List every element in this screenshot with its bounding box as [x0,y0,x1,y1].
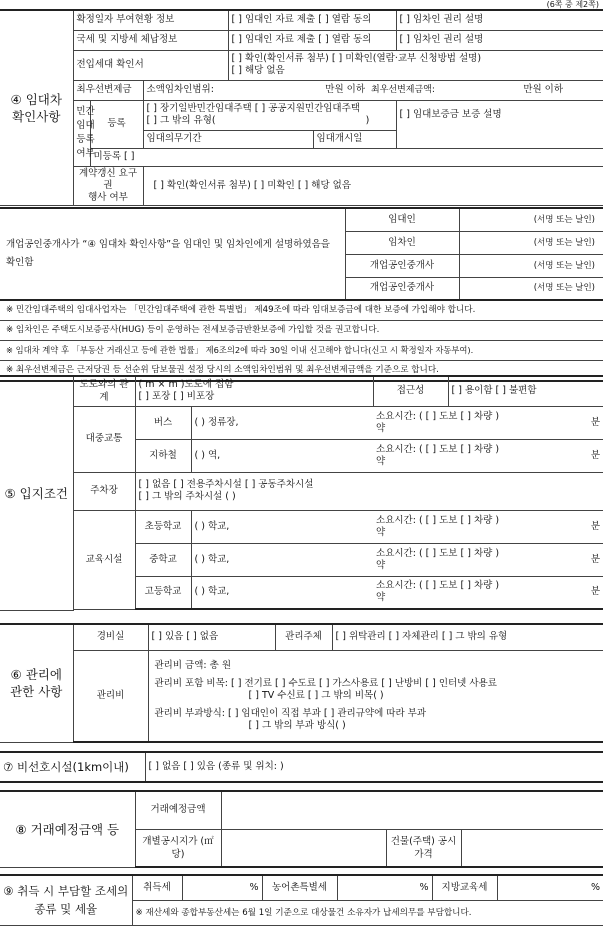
expected-price-label: 거래예정금액 [135,791,221,829]
signature-table [0,207,603,382]
parking-options[interactable] [135,472,603,510]
deposit-guarantee-explain[interactable]: [ ] 임대보증금 보증 설명 [396,100,603,148]
fixed-date-options[interactable]: [ ] 임대인 자료 제출 [ ] 열람 동의 [228,10,396,30]
building-price-value[interactable] [461,829,603,867]
fee-method-1: 관리비 부과방식: [ ] 임대인이 직접 부과 [ ] 관리규약에 따라 부과 [154,707,426,719]
sign-role-lessor: 임대인 [345,208,459,231]
fee-items-1: 관리비 포함 비목: [ ] 전기료 [ ] 수도료 [ ] 가스사용료 [ ] 난방비 [ ] 인터넷 사용료 [154,677,497,689]
resident-cert-label: 전입세대 확인서 [73,50,228,80]
management-table [0,623,603,743]
note-2: ※ 임차인은 주택도시보증공사(HUG) 등이 운영하는 전세보증금반환보증에 가입할 것을 권고합니다. [0,321,603,341]
priority-amount-unit: 만원 이하 [454,80,603,100]
sign-lessor[interactable]: (서명 또는 날인) [459,208,603,231]
small-tenant-range-unit: 만원 이하 [313,80,368,100]
sign-broker-2[interactable]: (서명 또는 날인) [459,277,603,300]
resident-cert-options[interactable] [228,50,603,80]
note-1: ※ 민간임대주택의 임대사업자는 「민간임대주택에 관한 특별법」 제49조에 따라 임대보증금에 대한 보증에 가입해야 합니다. [0,300,603,321]
registered-types-other: [ ] 그 밖의 유형( [146,115,216,126]
renewal-right-options[interactable]: [ ] 확인(확인서류 첨부) [ ] 미확인 [ ] 해당 없음 [143,166,603,205]
parking-label: 주차장 [73,472,135,510]
explanation-confirm: 개업공인중개사가 “④ 임대차 확인사항”을 임대인 및 임차인에게 설명하였음을 확인함 [0,208,345,300]
road-pavement: [ ] 포장 [ ] 비포장 [138,391,215,403]
maintenance-fee-details[interactable] [148,650,603,742]
registered-types-line1: [ ] 장기일반민간임대주택 [ ] 공공지원민간임대주택 [146,103,360,114]
transit-label: 대중교통 [73,406,135,472]
sign-role-lessee: 임차인 [345,231,459,254]
bus-time[interactable]: 소요시간: ( [ ] 도보 [ ] 차량 ) 약 [373,406,503,439]
fixed-date-label: 확정일자 부여현황 정보 [73,10,228,30]
small-tenant-range-label: 소액임차인범위: [143,80,313,100]
management-entity-options[interactable]: [ ] 위탁관리 [ ] 자체관리 [ ] 그 밖의 유형 [332,624,603,650]
elementary-school[interactable]: ( ) 학교, [191,510,373,543]
bus-minute: 분 [503,406,603,439]
land-price-label: 개별공시지가 (㎡당) [135,829,221,867]
guard-room-options[interactable]: [ ] 있음 [ ] 없음 [148,624,275,650]
registered-types[interactable] [143,100,396,130]
road-relation-options[interactable] [135,376,373,406]
middle-school[interactable]: ( ) 학교, [191,543,373,576]
road-relation-label: 도로와의 관계 [73,376,135,406]
bus-stop[interactable]: ( ) 정류장, [191,406,373,439]
nuisance-table [0,751,603,783]
subway-station[interactable]: ( ) 역, [191,439,373,472]
subway-time[interactable]: 소요시간: ( [ ] 도보 [ ] 차량 ) 약 [373,439,503,472]
property-tax-note: ※ 재산세와 종합부동산세는 6월 1일 기준으로 대상물건 소유자가 납세의무를 부담합니다. [132,900,603,925]
location-table [0,375,603,611]
elementary-label: 초등학교 [135,510,191,543]
parking-line2: [ ] 그 밖의 주차시설 ( ) [138,491,236,502]
mandatory-period-label: 임대의무기간 [143,130,313,148]
rental-start-label: 임대개시일 [313,130,396,148]
high-minute: 분 [503,576,603,609]
tax-table [0,874,603,926]
private-rental-side-text: 민간 임대 등록 여부 [76,106,95,159]
tax-arrears-explain[interactable]: [ ] 임차인 권리 설명 [396,30,603,50]
guard-room-label: 경비실 [73,624,148,650]
note-4: ※ 최우선변제금은 근저당권 등 선순위 담보물권 설정 당시의 소액임차인범위 및 최우선변제금액을 기준으로 합니다. [0,361,603,382]
registered-types-line2 [147,115,393,127]
education-tax-label: 지방교육세 [432,875,497,900]
registered-label: 등록 [90,100,143,148]
registered-types-other-end: ) [365,115,370,126]
priority-amount-label: 최우선변제금액: [368,80,454,100]
priority-repay-label: 최우선변제금 [73,80,143,100]
middle-time[interactable]: 소요시간: ( [ ] 도보 [ ] 차량 ) 약 [373,543,503,576]
expected-price-value[interactable] [221,791,603,829]
resident-cert-line1: [ ] 확인(확인서류 첨부) [ ] 미확인(열람·교부 신청방법 설명) [231,53,482,64]
section7-title: ⑦ 비선호시설(1km이내) [0,752,145,782]
sign-role-broker-2: 개업공인중개사 [345,277,459,300]
subway-minute: 분 [503,439,603,472]
land-price-value[interactable] [221,829,386,867]
rural-tax-label: 농어촌특별세 [262,875,337,900]
maintenance-fee-label: 관리비 [73,650,148,742]
fee-items-2: [ ] TV 수신료 [ ] 그 밖의 비목( ) [248,689,384,701]
parking-line1: [ ] 없음 [ ] 전용주차시설 [ ] 공동주차시설 [138,479,314,490]
education-tax-rate[interactable]: % [497,875,603,900]
page-indicator: (6쪽 중 제2쪽) [546,0,599,9]
rural-tax-rate[interactable]: % [337,875,432,900]
accessibility-options[interactable]: [ ] 용이함 [ ] 불편함 [448,376,603,406]
price-table [0,790,603,868]
subway-label: 지하철 [135,439,191,472]
sign-lessee[interactable]: (서명 또는 날인) [459,231,603,254]
section8-title: ⑧ 거래예정금액 등 [0,791,135,867]
education-label: 교육시설 [73,510,135,609]
renewal-right-label [73,166,143,205]
private-rental-side-label [73,100,95,166]
management-entity-label: 관리주체 [275,624,332,650]
sign-role-broker-1: 개업공인중개사 [345,254,459,277]
road-width: ( m × m )도로에 접함 [138,379,234,391]
lease-check-table [0,9,603,206]
elementary-time[interactable]: 소요시간: ( [ ] 도보 [ ] 차량 ) 약 [373,510,503,543]
middle-label: 중학교 [135,543,191,576]
resident-cert-line2: [ ] 해당 없음 [231,65,285,76]
building-price-label: 건물(주택) 공시가격 [386,829,461,867]
acquisition-tax-rate[interactable]: % [182,875,262,900]
high-label: 고등학교 [135,576,191,609]
section4-title: ④ 임대차 확인사항 [0,10,73,206]
elementary-minute: 분 [503,510,603,543]
fee-amount: 관리비 금액: 총 원 [154,659,231,671]
high-time[interactable]: 소요시간: ( [ ] 도보 [ ] 차량 ) 약 [373,576,503,609]
accessibility-label: 접근성 [373,376,448,406]
fixed-date-explain[interactable]: [ ] 임차인 권리 설명 [396,10,603,30]
section6-title: ⑥ 관리에 관한 사항 [0,624,73,742]
middle-minute: 분 [503,543,603,576]
section5-title: ⑤ 입지조건 [0,376,73,610]
fee-method-2: [ ] 그 밖의 부과 방식( ) [248,719,346,731]
unregistered-option[interactable]: 미등록 [ ] [90,148,603,166]
note-3: ※ 임대차 계약 후 「부동산 거래신고 등에 관한 법률」 제6조의2에 따라 30일 이내 신고해야 합니다(신고 시 확정일자 자동부여). [0,341,603,361]
high-school[interactable]: ( ) 학교, [191,576,373,609]
nuisance-options[interactable]: [ ] 없음 [ ] 있음 (종류 및 위치: ) [145,752,603,782]
sign-broker-1[interactable]: (서명 또는 날인) [459,254,603,277]
section9-title: ⑨ 취득 시 부담할 조세의 종류 및 세율 [0,875,132,925]
bus-label: 버스 [135,406,191,439]
acquisition-tax-label: 취득세 [132,875,182,900]
renewal-right-label-1: 계약갱신 요구권 [78,167,138,191]
tax-arrears-options[interactable]: [ ] 임대인 자료 제출 [ ] 열람 동의 [228,30,396,50]
tax-arrears-label: 국세 및 지방세 체납정보 [73,30,228,50]
renewal-right-label-2: 행사 여부 [88,191,128,203]
